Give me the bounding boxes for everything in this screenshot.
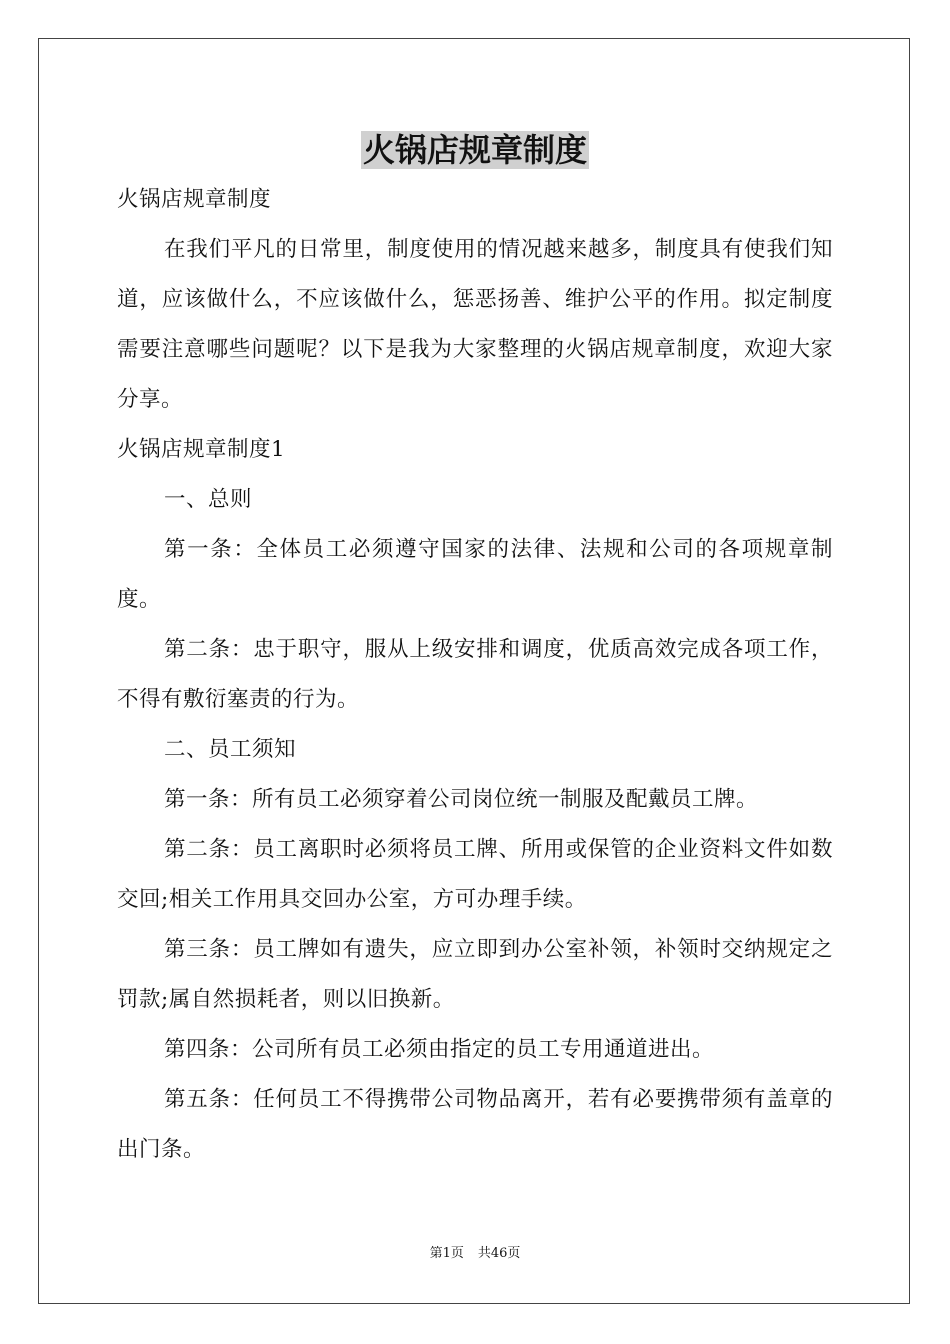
paragraph-chapter-1: 一、总则 [164, 487, 253, 512]
page-footer [0, 1245, 950, 1263]
paragraph-article: 第五条：任何员工不得携带公司物品离开，若有必要携带须有盖章的出门条。 [117, 1087, 833, 1162]
paragraph-article: 第二条：员工离职时必须将员工牌、所用或保管的企业资料文件如数交回;相关工作用具交回办公室，方可办理手续。 [117, 837, 833, 912]
paragraph-article: 第二条：忠于职守，服从上级安排和调度，优质高效完成各项工作，不得有敷衍塞责的行为。 [117, 637, 833, 712]
paragraph-chapter-2: 二、员工须知 [164, 737, 297, 762]
page-number-current: 第1页 [429, 1246, 464, 1261]
paragraph-article: 第一条：全体员工必须遵守国家的法律、法规和公司的各项规章制度。 [117, 537, 833, 612]
document-title [0, 128, 950, 172]
paragraph-article: 第四条：公司所有员工必须由指定的员工专用通道进出。 [164, 1037, 715, 1062]
page-number-total: 共46页 [477, 1246, 521, 1261]
paragraph-intro: 在我们平凡的日常里，制度使用的情况越来越多，制度具有使我们知道，应该做什么，不应该做什么，惩恶扬善、维护公平的作用。拟定制度需要注意哪些问题呢？以下是我为大家整理的火锅店规章制度，欢迎大家分享。 [117, 237, 833, 412]
paragraph-article: 第一条：所有员工必须穿着公司岗位统一制服及配戴员工牌。 [164, 787, 759, 812]
document-title-text: 火锅店规章制度 [362, 131, 587, 169]
paragraph-article: 第三条：员工牌如有遗失，应立即到办公室补领，补领时交纳规定之罚款;属自然损耗者，则以旧换新。 [117, 937, 833, 1012]
paragraph-heading: 火锅店规章制度 [117, 187, 272, 212]
paragraph-section-title: 火锅店规章制度1 [117, 437, 286, 462]
document-body [117, 175, 833, 1175]
